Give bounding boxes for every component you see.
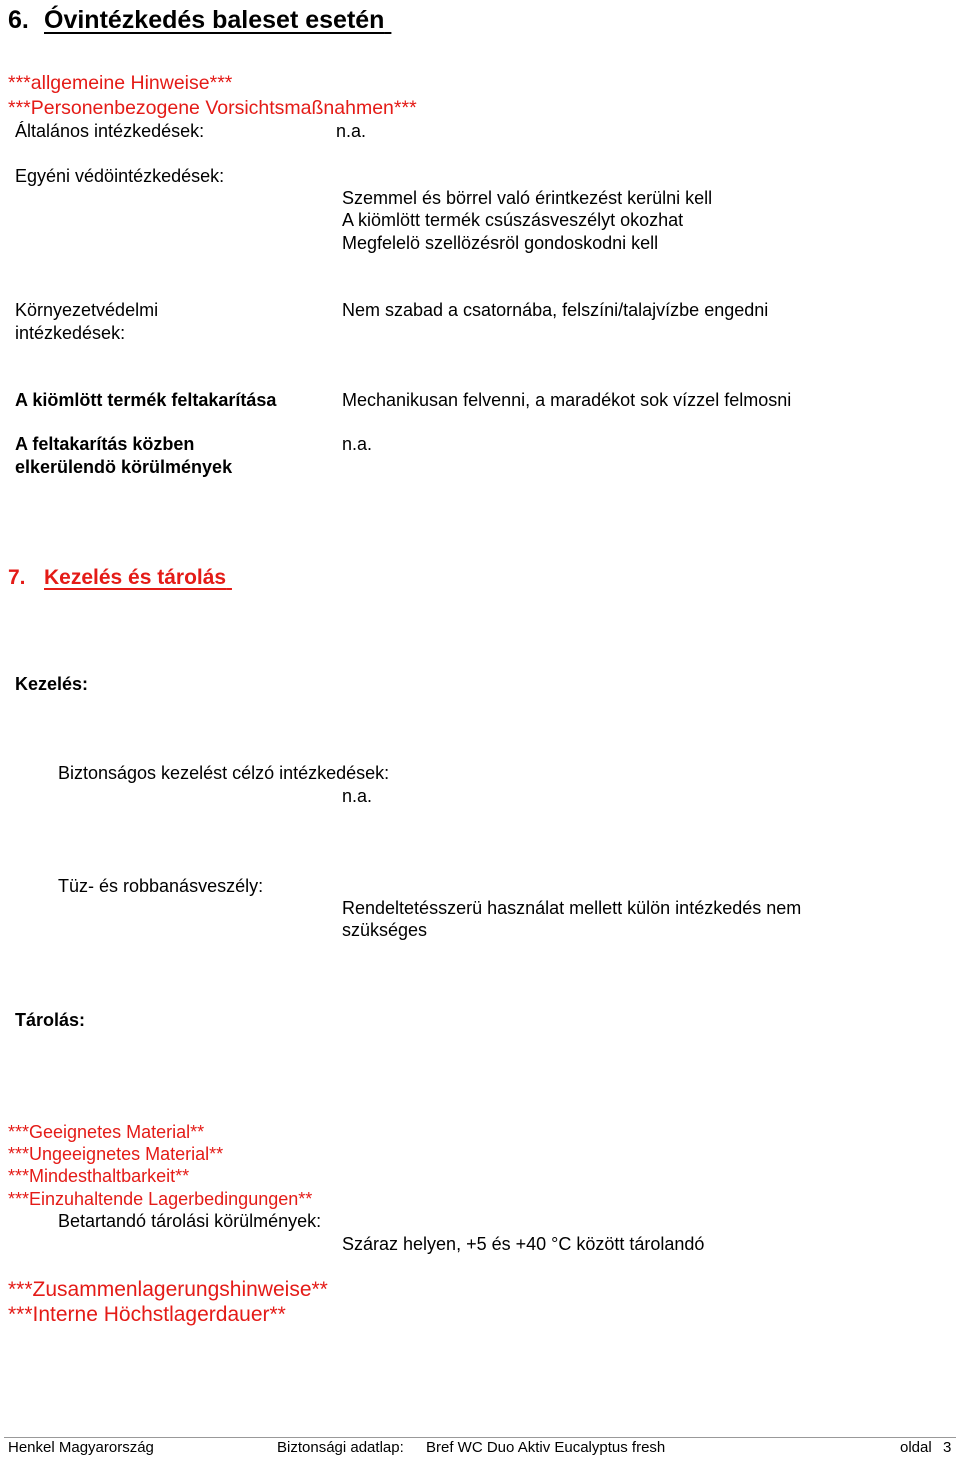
footer-product: Bref WC Duo Aktiv Eucalyptus fresh: [426, 1439, 666, 1456]
note-suitable-material: ***Geeignetes Material**: [8, 1122, 205, 1142]
note-co-storage: ***Zusammenlagerungshinweise**: [8, 1278, 328, 1301]
handling-heading: Kezelés:: [15, 674, 89, 694]
storage-conditions-label: Betartandó tárolási körülmények:: [58, 1211, 322, 1231]
section-7-number: 7.: [8, 566, 26, 589]
fire-line-2: szükséges: [342, 920, 428, 940]
fire-label: Tüz- és robbanásveszély:: [58, 876, 264, 896]
avoid-label-1: A feltakarítás közben: [15, 434, 195, 454]
general-label: Általános intézkedések:: [15, 121, 205, 141]
note-storage-conditions: ***Einzuhaltende Lagerbedingungen**: [8, 1189, 313, 1209]
section-6-title-text: Óvintézkedés baleset esetén: [44, 6, 385, 34]
personal-line-1: Szemmel és börrel való érintkezést kerülni kell: [342, 188, 713, 208]
environmental-label-1: Környezetvédelmi: [15, 300, 159, 320]
personal-line-3: Megfelelö szellözésröl gondoskodni kell: [342, 233, 659, 253]
environmental-label-2: intézkedések:: [15, 323, 126, 343]
storage-heading: Tárolás:: [15, 1010, 86, 1030]
footer-doc-label: Biztonsági adatlap:: [277, 1439, 404, 1456]
section-6-number: 6.: [8, 6, 29, 34]
general-value: n.a.: [336, 121, 367, 141]
footer-company: Henkel Magyarország: [8, 1439, 154, 1456]
footer-divider: [4, 1437, 956, 1438]
cleanup-label: A kiömlött termék feltakarítása: [15, 390, 277, 410]
footer-page-label: oldal: [900, 1439, 932, 1456]
safe-handling-label: Biztonságos kezelést célzó intézkedések:: [58, 763, 390, 783]
note-unsuitable-material: ***Ungeeignetes Material**: [8, 1144, 224, 1164]
note-personal: ***Personenbezogene Vorsichtsmaßnahmen***: [8, 97, 417, 119]
avoid-label-2: elkerülendö körülmények: [15, 457, 233, 477]
safe-handling-value: n.a.: [342, 786, 373, 806]
note-shelf-life: ***Mindesthaltbarkeit**: [8, 1166, 190, 1186]
section-7-title-text: Kezelés és tárolás: [44, 566, 227, 589]
fire-line-1: Rendeltetésszerü használat mellett külön intézkedés nem: [342, 898, 802, 918]
cleanup-value: Mechanikusan felvenni, a maradékot sok vízzel felmosni: [342, 390, 792, 410]
storage-conditions-value: Száraz helyen, +5 és +40 °C között tárolandó: [342, 1234, 705, 1254]
section-7-title: [44, 565, 232, 591]
note-max-storage: ***Interne Höchstlagerdauer**: [8, 1303, 286, 1326]
section-6-title: [44, 5, 391, 35]
avoid-value: n.a.: [342, 434, 373, 454]
environmental-value: Nem szabad a csatornába, felszíni/talajvízbe engedni: [342, 300, 769, 320]
footer-page-number: 3: [943, 1439, 952, 1456]
personal-label: Egyéni védöintézkedések:: [15, 166, 225, 186]
personal-line-2: A kiömlött termék csúszásveszélyt okozhat: [342, 210, 684, 230]
note-general: ***allgemeine Hinweise***: [8, 72, 233, 94]
